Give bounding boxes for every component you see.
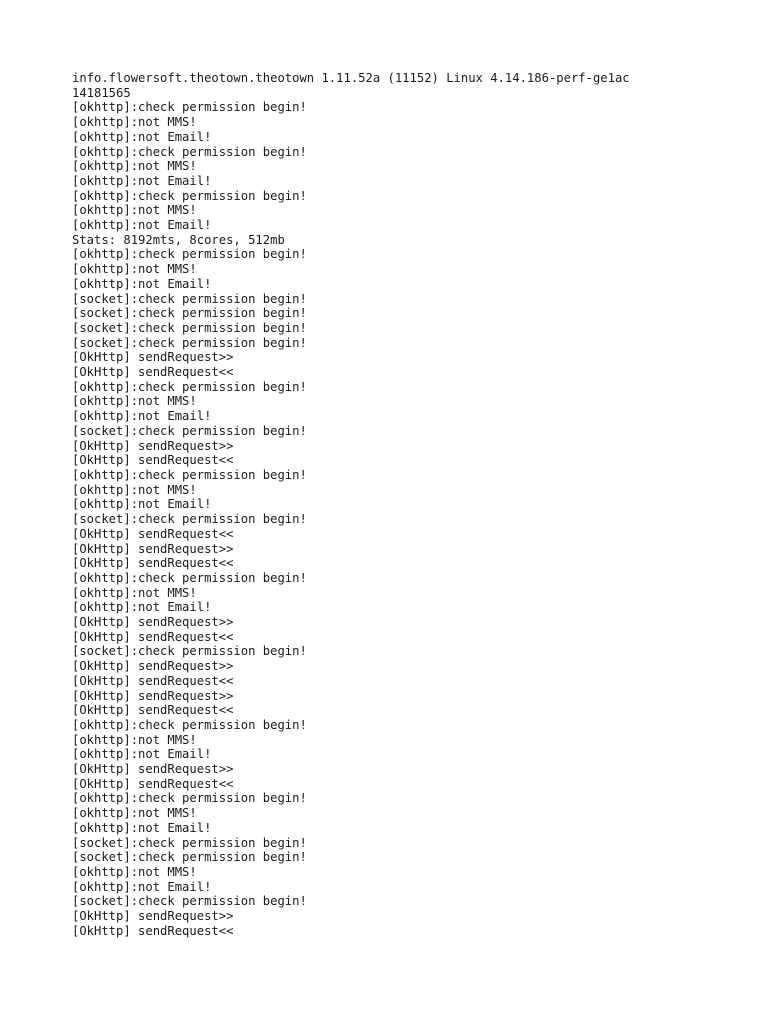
- log-line: [okhttp]:not Email!: [72, 879, 212, 894]
- log-line: [okhttp]:not Email!: [72, 129, 212, 144]
- log-line: [okhttp]:not Email!: [72, 173, 212, 188]
- log-line: [okhttp]:not Email!: [72, 820, 212, 835]
- log-line: [OkHttp] sendRequest>>: [72, 688, 234, 703]
- log-line: [socket]:check permission begin!: [72, 291, 307, 306]
- log-line: [okhttp]:check permission begin!: [72, 467, 307, 482]
- log-line: [okhttp]:not MMS!: [72, 115, 197, 130]
- log-line: info.flowersoft.theotown.theotown 1.11.52a (11152) Linux 4.14.186-perf-ge1ac14181565: [72, 71, 630, 100]
- log-line: [socket]:check permission begin!: [72, 835, 307, 850]
- log-line: [socket]:check permission begin!: [72, 320, 307, 335]
- log-line: [OkHttp] sendRequest>>: [72, 438, 234, 453]
- log-line: [okhttp]:not MMS!: [72, 585, 197, 600]
- log-line: [okhttp]:not MMS!: [72, 262, 197, 277]
- log-line: [okhttp]:not MMS!: [72, 732, 197, 747]
- log-line: [OkHttp] sendRequest>>: [72, 909, 234, 924]
- log-line: [okhttp]:not MMS!: [72, 394, 197, 409]
- log-line: [okhttp]:not Email!: [72, 497, 212, 512]
- log-line: [okhttp]:not Email!: [72, 218, 212, 233]
- log-line: [okhttp]:check permission begin!: [72, 379, 307, 394]
- log-line: [okhttp]:check permission begin!: [72, 188, 307, 203]
- log-line: [OkHttp] sendRequest>>: [72, 659, 234, 674]
- log-line: [OkHttp] sendRequest<<: [72, 923, 234, 938]
- log-line: [socket]:check permission begin!: [72, 512, 307, 527]
- log-line: [socket]:check permission begin!: [72, 335, 307, 350]
- log-line: [socket]:check permission begin!: [72, 423, 307, 438]
- log-line: [OkHttp] sendRequest<<: [72, 703, 234, 718]
- log-line: [socket]:check permission begin!: [72, 850, 307, 865]
- log-line: [okhttp]:not MMS!: [72, 806, 197, 821]
- log-line: [okhttp]:not MMS!: [72, 864, 197, 879]
- log-line: [OkHttp] sendRequest<<: [72, 453, 234, 468]
- log-text: [72, 71, 632, 938]
- log-line: [okhttp]:not Email!: [72, 276, 212, 291]
- log-line: [OkHttp] sendRequest>>: [72, 762, 234, 777]
- log-line: [okhttp]:not Email!: [72, 747, 212, 762]
- log-line: [OkHttp] sendRequest<<: [72, 776, 234, 791]
- log-line: [OkHttp] sendRequest<<: [72, 365, 234, 380]
- log-line: [okhttp]:check permission begin!: [72, 144, 307, 159]
- log-line: [OkHttp] sendRequest>>: [72, 350, 234, 365]
- log-line: [okhttp]:not MMS!: [72, 482, 197, 497]
- log-line: [OkHttp] sendRequest>>: [72, 541, 234, 556]
- log-line: [okhttp]:check permission begin!: [72, 100, 307, 115]
- log-line: [okhttp]:check permission begin!: [72, 570, 307, 585]
- log-line: [okhttp]:check permission begin!: [72, 717, 307, 732]
- log-line: [socket]:check permission begin!: [72, 894, 307, 909]
- log-line: [socket]:check permission begin!: [72, 644, 307, 659]
- log-line: [okhttp]:not Email!: [72, 600, 212, 615]
- log-line: [okhttp]:check permission begin!: [72, 247, 307, 262]
- log-line: Stats: 8192mts, 8cores, 512mb: [72, 232, 285, 247]
- log-line: [OkHttp] sendRequest>>: [72, 615, 234, 630]
- log-line: [socket]:check permission begin!: [72, 306, 307, 321]
- log-line: [okhttp]:not MMS!: [72, 203, 197, 218]
- log-line: [okhttp]:check permission begin!: [72, 791, 307, 806]
- log-line: [OkHttp] sendRequest<<: [72, 629, 234, 644]
- log-line: [OkHttp] sendRequest<<: [72, 556, 234, 571]
- log-line: [okhttp]:not Email!: [72, 409, 212, 424]
- log-line: [OkHttp] sendRequest<<: [72, 673, 234, 688]
- log-line: [OkHttp] sendRequest<<: [72, 526, 234, 541]
- log-line: [okhttp]:not MMS!: [72, 159, 197, 174]
